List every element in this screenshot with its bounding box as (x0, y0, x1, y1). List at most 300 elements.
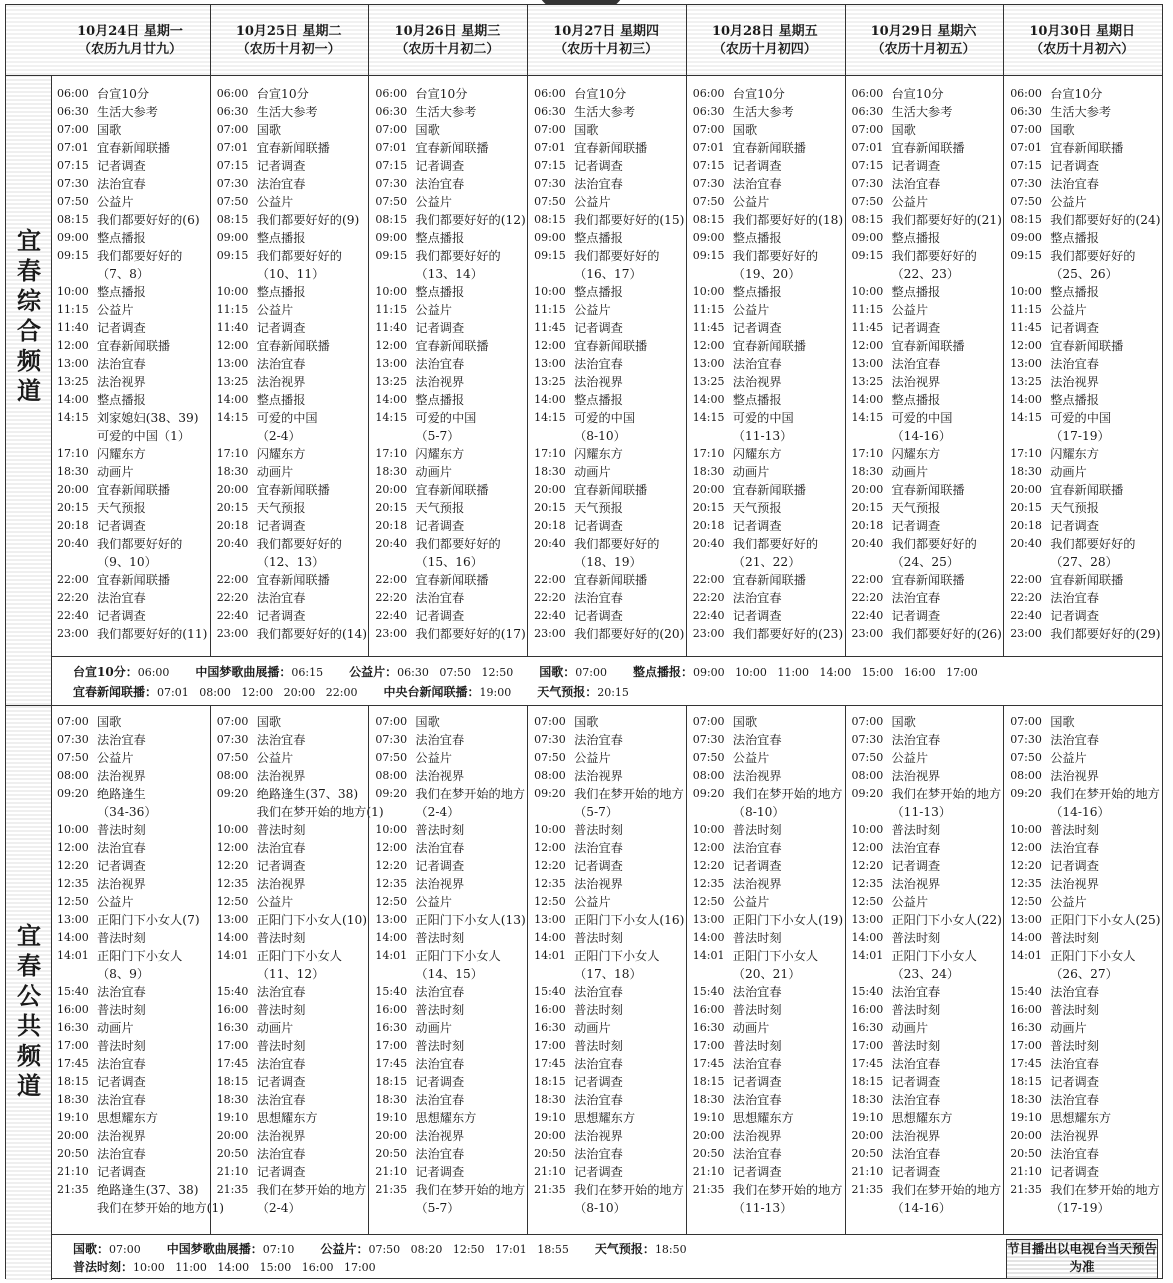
summary-item (539, 665, 607, 679)
summary-label: 中国梦歌曲展播： (195, 665, 292, 679)
program-title: 记者调查 (415, 1165, 465, 1179)
program-time: 13:25 (534, 375, 566, 388)
program-title: 宜春新闻联播 (415, 141, 489, 155)
program-entry (693, 625, 844, 643)
program-time: 18:30 (57, 1093, 89, 1106)
program-time: 20:15 (851, 501, 884, 514)
program-entry (57, 947, 209, 965)
summary-times: 10:00 11:00 14:00 15:00 16:00 17:00 (133, 1261, 376, 1274)
program-title: 公益片 (415, 895, 452, 909)
program-entry (217, 785, 368, 803)
program-entry (534, 445, 685, 463)
program-time: 12:00 (216, 841, 249, 854)
program-time: 08:00 (1010, 769, 1042, 782)
summary-item (633, 665, 978, 679)
program-entry (57, 247, 209, 265)
program-entry (693, 337, 844, 355)
program-entry (693, 103, 844, 121)
summary-label: 天气预报： (594, 1242, 655, 1256)
program-entry (57, 1181, 209, 1199)
program-entry (534, 1127, 685, 1145)
program-title: 法治宜春 (97, 841, 146, 855)
program-time: 20:18 (216, 519, 249, 532)
program-time: 16:30 (534, 1021, 566, 1034)
program-entry (375, 319, 526, 337)
program-entry (217, 983, 368, 1001)
program-entry (57, 571, 209, 589)
program-time: 20:50 (57, 1147, 89, 1160)
program-time: 20:00 (375, 483, 408, 496)
program-entry (693, 445, 844, 463)
program-time: 09:15 (534, 249, 566, 262)
program-time: 14:00 (534, 393, 566, 406)
program-title: 法治视界 (256, 1129, 306, 1143)
program-entry (534, 337, 685, 355)
program-title: 公益片 (574, 303, 611, 317)
program-time: 13:00 (1010, 357, 1042, 370)
program-title: 法治宜春 (97, 733, 146, 747)
program-entry (375, 1145, 526, 1163)
program-title: 记者调查 (891, 859, 941, 873)
program-title: 记者调查 (574, 859, 623, 873)
program-time: 20:50 (692, 1147, 725, 1160)
program-title: 法治宜春 (732, 177, 782, 191)
program-entry (693, 1001, 844, 1019)
program-time: 22:20 (851, 591, 884, 604)
program-entry (534, 983, 685, 1001)
program-title: 法治宜春 (1050, 1057, 1099, 1071)
program-entry (693, 713, 844, 731)
program-entry (852, 1145, 1003, 1163)
program-title: 法治宜春 (256, 357, 306, 371)
program-entry (57, 535, 209, 553)
program-entry (1010, 911, 1161, 929)
program-time: 09:15 (216, 249, 249, 262)
program-entry (534, 373, 685, 391)
program-time: 07:30 (375, 177, 408, 190)
program-time: 06:00 (692, 87, 725, 100)
program-title: 普法时刻 (415, 931, 465, 945)
program-title-continued: （8-10） (574, 1201, 626, 1215)
program-title: 绝路逢生(37、38) (256, 787, 359, 801)
program-time: 08:15 (692, 213, 725, 226)
program-time: 23:00 (57, 627, 89, 640)
program-time: 16:00 (375, 1003, 408, 1016)
program-title: 法治宜春 (256, 841, 306, 855)
program-entry (57, 517, 209, 535)
program-title: 动画片 (732, 465, 770, 479)
program-time: 20:18 (57, 519, 89, 532)
program-entry (217, 283, 368, 301)
summary-item (73, 1242, 141, 1256)
program-entry (1010, 121, 1161, 139)
program-title: 国歌 (891, 123, 916, 137)
program-entry (375, 875, 526, 893)
program-title: 思想耀东方 (256, 1111, 318, 1125)
program-time: 12:35 (851, 877, 884, 890)
general-summary-line-2 (73, 682, 655, 703)
program-time: 12:00 (57, 339, 89, 352)
program-entry (375, 409, 526, 427)
program-time: 20:00 (57, 1129, 89, 1142)
program-title: 整点播报 (415, 285, 465, 299)
program-title: 记者调查 (1050, 1165, 1099, 1179)
program-title-continued: 可爱的中国（1） (97, 429, 191, 443)
summary-label: 台宣10分： (73, 665, 138, 679)
program-entry (852, 839, 1003, 857)
program-entry (375, 103, 526, 121)
program-time: 10:00 (851, 823, 884, 836)
schedule-column (845, 76, 1003, 656)
program-time: 07:15 (1010, 159, 1042, 172)
day-date: 10月28日 星期五 (711, 24, 818, 39)
program-time: 09:20 (692, 787, 725, 800)
program-time: 18:30 (851, 465, 884, 478)
program-entry (852, 1181, 1003, 1199)
program-time: 10:00 (216, 823, 249, 836)
summary-label: 整点播报： (632, 665, 693, 679)
program-entry (1010, 821, 1161, 839)
program-title: 动画片 (97, 465, 134, 479)
program-time: 16:00 (534, 1003, 566, 1016)
program-entry (1010, 875, 1161, 893)
program-entry (852, 337, 1003, 355)
program-time: 06:30 (534, 105, 566, 118)
program-entry (57, 337, 209, 355)
program-title: 普法时刻 (574, 931, 623, 945)
program-time: 09:20 (216, 787, 249, 800)
program-entry (57, 1163, 209, 1181)
program-time: 12:00 (1010, 339, 1042, 352)
program-time: 11:45 (692, 321, 725, 334)
program-time: 22:00 (534, 573, 566, 586)
program-time: 18:30 (534, 1093, 566, 1106)
program-entry (375, 193, 526, 211)
program-time: 21:10 (692, 1165, 725, 1178)
program-title: 法治宜春 (891, 985, 941, 999)
summary-times: 18:50 (654, 1243, 687, 1256)
program-entry (534, 839, 685, 857)
program-title: 宜春新闻联播 (256, 483, 330, 497)
program-time: 13:25 (375, 375, 408, 388)
program-time: 07:30 (1010, 177, 1042, 190)
program-title: 法治视界 (97, 375, 146, 389)
program-time: 17:45 (375, 1057, 408, 1070)
program-title: 闪耀东方 (1050, 447, 1099, 461)
program-time: 23:00 (692, 627, 725, 640)
program-entry (1010, 893, 1161, 911)
program-time: 18:15 (851, 1075, 884, 1088)
program-time: 12:20 (534, 859, 566, 872)
program-title: 法治宜春 (256, 591, 306, 605)
day-lunar: （农历十月初五） (871, 42, 976, 57)
program-time: 17:45 (534, 1057, 566, 1070)
program-time: 19:10 (375, 1111, 408, 1124)
program-time: 20:00 (851, 1129, 884, 1142)
program-title: 记者调查 (574, 609, 623, 623)
day-date: 10月30日 星期日 (1029, 24, 1136, 39)
program-time: 23:00 (534, 627, 566, 640)
program-title: 普法时刻 (891, 823, 941, 837)
program-title: 普法时刻 (97, 931, 146, 945)
program-title: 正阳门下小女人(10) (256, 913, 368, 927)
program-time: 06:00 (375, 87, 408, 100)
program-title: 公益片 (1050, 195, 1087, 209)
program-time: 09:20 (534, 787, 566, 800)
schedule-column (527, 706, 685, 1234)
program-time: 07:50 (216, 195, 249, 208)
program-title: 法治视界 (415, 1129, 465, 1143)
program-title-continued: （11、12） (256, 967, 325, 981)
program-title: 我们都要好好的 (1050, 249, 1136, 263)
program-title: 我们在梦开始的地方 (415, 1183, 526, 1197)
program-title-continued: （8-10） (574, 429, 626, 443)
program-time: 21:35 (375, 1183, 408, 1196)
program-title: 我们在梦开始的地方 (574, 1183, 684, 1197)
program-entry (375, 1037, 526, 1055)
program-time: 21:35 (1010, 1183, 1042, 1196)
program-time: 20:00 (534, 1129, 566, 1142)
program-time: 16:30 (851, 1021, 884, 1034)
program-time: 09:20 (375, 787, 408, 800)
program-title: 宜春新闻联播 (1050, 483, 1124, 497)
program-title: 记者调查 (1050, 609, 1099, 623)
program-title: 国歌 (1050, 715, 1075, 729)
program-time: 07:01 (216, 141, 249, 154)
summary-times: 07:00 (575, 666, 607, 679)
program-title: 我们都要好好的 (891, 537, 977, 551)
summary-label: 普法时刻： (73, 1260, 134, 1274)
program-entry (1010, 857, 1161, 875)
summary-item (73, 685, 357, 699)
program-time: 22:20 (216, 591, 249, 604)
program-entry (693, 571, 844, 589)
program-title: 台宣10分 (415, 87, 468, 101)
program-title-continued: （17-19） (1050, 1201, 1110, 1215)
program-title: 我们都要好好的(24) (1050, 213, 1161, 227)
program-title: 我们在梦开始的地方 (891, 1183, 1002, 1197)
program-time: 14:01 (375, 949, 408, 962)
program-title: 我们都要好好的(23) (732, 627, 844, 641)
program-time: 18:15 (534, 1075, 566, 1088)
program-title-continued: （5-7） (415, 1201, 460, 1215)
program-title: 记者调查 (732, 159, 782, 173)
program-time: 21:35 (534, 1183, 566, 1196)
program-time: 12:00 (375, 339, 408, 352)
program-entry (534, 607, 685, 625)
program-entry (534, 103, 685, 121)
program-time: 22:40 (692, 609, 725, 622)
program-time: 08:00 (692, 769, 725, 782)
program-title: 我们都要好好的(11) (97, 627, 208, 641)
program-time: 20:18 (375, 519, 408, 532)
program-title: 我们都要好好的 (415, 537, 501, 551)
program-title: 普法时刻 (415, 823, 465, 837)
program-title: 可爱的中国 (732, 411, 794, 425)
program-time: 07:00 (851, 715, 884, 728)
program-time: 14:15 (534, 411, 566, 424)
program-title-continued: （11-13） (732, 429, 793, 443)
program-title: 台宣10分 (1050, 87, 1103, 101)
program-entry (1010, 1145, 1161, 1163)
program-entry (375, 731, 526, 749)
program-entry (57, 1001, 209, 1019)
program-time: 13:00 (692, 357, 725, 370)
program-entry (852, 893, 1003, 911)
program-time: 10:00 (692, 285, 725, 298)
program-title: 我们都要好好的 (256, 537, 342, 551)
summary-item (195, 665, 323, 679)
program-entry (852, 517, 1003, 535)
program-entry (1010, 517, 1161, 535)
program-time: 11:15 (692, 303, 725, 316)
program-entry (57, 85, 209, 103)
general-channel-section (6, 76, 1162, 705)
program-time: 07:00 (534, 123, 566, 136)
program-time: 11:45 (851, 321, 884, 334)
program-title: 记者调查 (732, 1165, 782, 1179)
program-title: 记者调查 (732, 859, 782, 873)
program-entry (375, 625, 526, 643)
program-time: 07:50 (851, 195, 884, 208)
program-title: 普法时刻 (1050, 931, 1099, 945)
day-lunar: （农历十月初一） (236, 42, 341, 57)
program-title: 台宣10分 (732, 87, 785, 101)
program-title: 宜春新闻联播 (97, 573, 171, 587)
program-time: 16:30 (375, 1021, 408, 1034)
program-title: 法治宜春 (415, 357, 465, 371)
program-title: 我们都要好好的 (891, 249, 977, 263)
program-entry (693, 767, 844, 785)
program-title: 国歌 (415, 123, 440, 137)
program-entry (217, 571, 368, 589)
program-entry (1010, 301, 1161, 319)
summary-times: 07:00 (109, 1243, 141, 1256)
program-title-continued: （8、9） (97, 967, 150, 981)
program-time: 20:50 (534, 1147, 566, 1160)
program-title: 法治宜春 (415, 1093, 465, 1107)
program-entry (375, 391, 526, 409)
program-entry (693, 1109, 844, 1127)
program-title: 动画片 (97, 1021, 134, 1035)
program-entry (534, 1163, 685, 1181)
program-time: 11:40 (216, 321, 249, 334)
program-title: 法治视界 (574, 375, 623, 389)
program-title: 记者调查 (97, 519, 146, 533)
program-title: 法治视界 (732, 877, 782, 891)
program-title: 正阳门下小女人(19) (732, 913, 844, 927)
program-entry (217, 157, 368, 175)
program-entry (217, 1055, 368, 1073)
program-time: 11:15 (216, 303, 249, 316)
program-time: 12:35 (216, 877, 249, 890)
program-time: 06:00 (851, 87, 884, 100)
program-title: 整点播报 (415, 231, 465, 245)
program-time: 17:45 (1010, 1057, 1042, 1070)
program-time: 14:01 (692, 949, 725, 962)
program-title: 法治宜春 (891, 841, 941, 855)
program-time: 07:00 (375, 123, 408, 136)
program-entry (375, 893, 526, 911)
program-title: 普法时刻 (415, 1039, 465, 1053)
program-entry (375, 983, 526, 1001)
program-title: 法治视界 (732, 1129, 782, 1143)
program-time: 16:00 (851, 1003, 884, 1016)
program-title: 普法时刻 (415, 1003, 465, 1017)
summary-label: 天气预报： (537, 685, 598, 699)
program-entry (375, 535, 526, 553)
program-time: 13:00 (851, 913, 884, 926)
day-lunar: （农历十月初六） (1030, 42, 1135, 57)
program-entry (57, 821, 209, 839)
program-entry (534, 1055, 685, 1073)
program-entry (375, 355, 526, 373)
program-title: 生活大参考 (732, 105, 794, 119)
program-entry (1010, 929, 1161, 947)
program-title: 公益片 (256, 895, 294, 909)
program-time: 18:30 (692, 1093, 725, 1106)
program-title: 记者调查 (256, 1165, 306, 1179)
program-entry (217, 749, 368, 767)
program-time: 17:00 (534, 1039, 566, 1052)
program-title: 法治视界 (891, 375, 941, 389)
program-title-continued: （23、24） (891, 967, 960, 981)
program-time: 15:40 (57, 985, 89, 998)
program-title: 动画片 (256, 1021, 294, 1035)
program-time: 18:30 (1010, 1093, 1042, 1106)
summary-item (167, 1242, 295, 1256)
program-entry (852, 1109, 1003, 1127)
program-time: 14:00 (216, 393, 249, 406)
program-time: 09:20 (57, 787, 89, 800)
program-time: 13:00 (57, 357, 89, 370)
day-header (686, 23, 844, 59)
program-time: 15:40 (1010, 985, 1042, 998)
program-title: 国歌 (891, 715, 916, 729)
program-time: 06:30 (1010, 105, 1042, 118)
program-entry (534, 481, 685, 499)
program-title: 法治宜春 (574, 733, 623, 747)
program-time: 09:00 (1010, 231, 1042, 244)
program-title: 正阳门下小女人(7) (97, 913, 200, 927)
program-entry (217, 337, 368, 355)
program-entry (217, 1109, 368, 1127)
program-entry (217, 1145, 368, 1163)
program-time: 12:20 (851, 859, 884, 872)
program-title: 记者调查 (891, 159, 941, 173)
program-time: 07:30 (534, 177, 566, 190)
program-title: 整点播报 (574, 393, 623, 407)
program-time: 13:25 (851, 375, 884, 388)
program-title-continued: （2-4） (256, 429, 301, 443)
program-time: 10:00 (216, 285, 249, 298)
program-time: 20:15 (692, 501, 725, 514)
program-time: 23:00 (1010, 627, 1042, 640)
program-title: 整点播报 (891, 393, 941, 407)
program-title: 闪耀东方 (97, 447, 146, 461)
program-time: 20:40 (1010, 537, 1042, 550)
program-time: 11:15 (375, 303, 408, 316)
program-entry (217, 607, 368, 625)
program-time: 22:20 (1010, 591, 1042, 604)
program-entry (57, 193, 209, 211)
program-time: 09:00 (57, 231, 89, 244)
program-title: 法治宜春 (891, 1093, 941, 1107)
program-time: 15:40 (534, 985, 566, 998)
program-entry (852, 1001, 1003, 1019)
program-entry (375, 1127, 526, 1145)
program-entry (852, 499, 1003, 517)
